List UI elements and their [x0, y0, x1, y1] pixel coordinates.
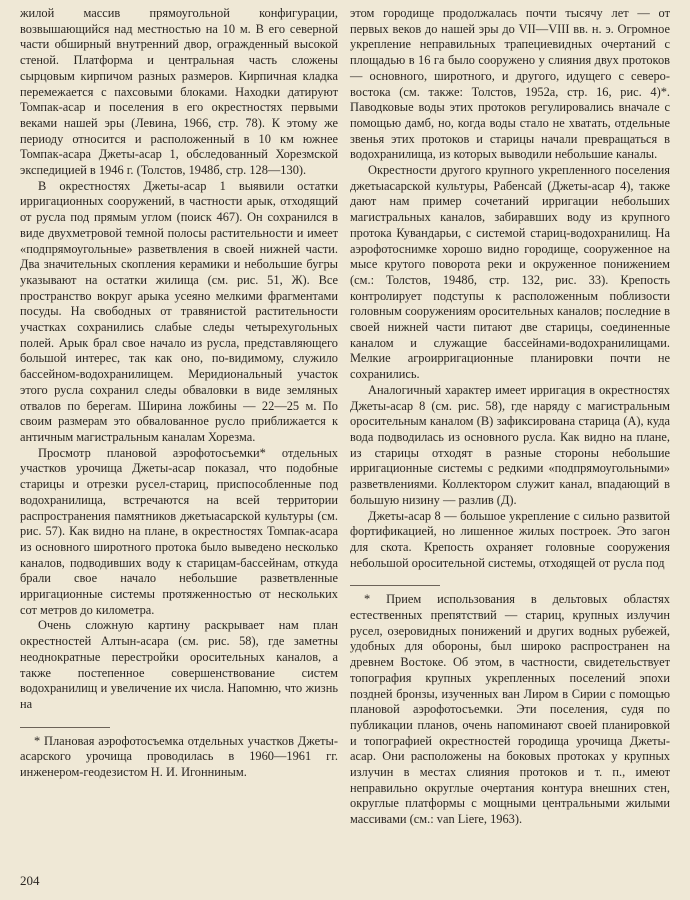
footnote-divider: [20, 727, 110, 728]
paragraph: Очень сложную картину раскрывает нам план окрестностей Алтын-асара (см. рис. 58), где заметны неоднократные перестройки оросительных каналов, а также постепенное совершенствование систем водохранилищ и увеличение их числа. Напомню, что жизнь на: [20, 618, 338, 711]
footnote: * Прием использования в дельтовых областях естественных препятствий — стариц, крупных излучин русел, озеровидных понижений и других водных рубежей, удобных для обороны, был широко распространен на древнем Востоке. Об этом, в частности, свидетельствует топография крупных укрепленных поселений эпохи поздней бронзы, изученных ван Лиром в Сирии с помощью плановой аэрофотосъемки. Эти поселения, судя по публикации планов, очень напоминают своей планировкой и топографией окрестностей городища урочища Джеты-асар. Они расположены на боковых протоках у крупных излучин в местах слияния протоков и т. п., имеют неправильно округлые очертания контура внешних стен, округлые платформы с мощными центральными жилыми массивами (см.: van Liere, 1963).: [350, 592, 670, 827]
paragraph: В окрестностях Джеты-асар 1 выявили остатки ирригационных сооружений, в частности арык, отходящий от русла под прямым углом (поиск 467). Он сохранился в виде двухметровой темной полосы растительности и имеет «подпрямоугольные» разветвления в своей нижней части. Два значительных скопления керамики и небольшие бугры указывают на остатки жилища (см. рис. 51, Ж). Все пространство вокруг арыка усеяно мелкими фрагментами посуды. На свободных от травянистой растительности участках сохранились слабые следы четырехугольных полей. Арык брал свое начало из русла, представляющего большой интерес, так как оно, по-видимому, служило бассейном-водохранилищем. Меридиональный участок этого русла сохранил следы обваловки в виде земляных отвалов по берегам. Ширина ложбины — 22—25 м. По своим размерам это обвалованное русло приближается к античным магистральным каналам Хорезма.: [20, 178, 338, 444]
right-column: [350, 6, 670, 828]
paragraph: этом городище продолжалась почти тысячу лет — от первых веков до нашей эры до VII—VIII вв. н. э. Огромное укрепление неправильных трапециевидных очертаний с площадью в 16 га было сооружено у слияния двух протоков — основного, широтного, и другого, идущего с северо-востока (см. также: Толстов, 1952а, стр. 16, рис. 4)*. Паводковые воды этих протоков регулировались вначале с помощью дамб, но, когда воды стало не хватать, отдельные звенья этих протоков и старицы начали превращаться в водохранилища, из которых выводили небольшие каналы.: [350, 6, 670, 162]
footnote-divider: [350, 585, 440, 586]
paragraph: Аналогичный характер имеет ирригация в окрестностях Джеты-асар 8 (см. рис. 58), где наряду с магистральным оросительным каналом (В) зафиксирована старица (А), куда вода подводилась из основного русла. Как видно на плане, из старицы отходят в разные стороны небольшие ирригационные системы с редкими «подпрямоугольными» разветвлениями. Коллектором служит канал, впадающий в большую низину — разлив (Д).: [350, 382, 670, 507]
left-column: [20, 6, 338, 781]
paragraph: Просмотр плановой аэрофотосъемки* отдельных участков урочища Джеты-асар показал, что подобные старицы и отрезки русел-стариц, приспособленные под водохранилища, встречаются на всей территории распространения памятников джетыасарской культуры (см. рис. 57). Как видно на плане, в окрестностях Томпак-асара из основного широтного протока было выведено несколько каналов, подводивших воду к старицам-бассейнам, откуда брали свое начало небольшие разветвленные ирригационные системы протяженностью от нескольких сот метров до километра.: [20, 445, 338, 617]
paragraph: жилой массив прямоугольной конфигурации, возвышающийся над местностью на 10 м. В его северной части обширный внутренний двор, огражденный высокой стеной. Платформа и центральная часть сложены сырцовым кирпичом разных размеров. Кирпичная кладка перемежается с пахсовыми блоками. Находки датируют Томпак-асар и поселения в его окрестностях первыми веками нашей эры (Левина, 1966, стр. 78). К этому же периоду относится и расположенный в 10 км южнее Томпак-асара Джеты-асар 1, обследованный Хорезмской экспедицией в 1946 г. (Толстов, 1948б, стр. 128—130).: [20, 6, 338, 178]
paragraph: Окрестности другого крупного укрепленного поселения джетыасарской культуры, Рабенсай (Джеты-асар 4), также дают нам пример сочетаний ирригации небольших магистральных каналов, забиравших воду из крупного протока Кувандарьи, с системой стариц-водохранилищ. На аэрофотоснимке хорошо видно городище, сооруженное на мысе крутого поворота реки и окруженное понижением (см.: Толстов, 1948б, стр. 132, рис. 33). Крепость контролирует подступы к расположенным поблизости головным сооружениям оросительных каналов; последние в своей нижней части питают две старицы, соединенные каналом и служащие бассейнами-водохранилищами. Мелкие агроирригационные планировки почти не сохранились.: [350, 163, 670, 382]
page-number: 204: [20, 873, 40, 888]
footnote: * Плановая аэрофотосъемка отдельных участков Джеты-асарского урочища проводилась в 1960—1961 гг. инженером-геодезистом Н. И. Игонниным.: [20, 733, 338, 780]
paragraph: Джеты-асар 8 — большое укрепление с сильно развитой фортификацией, но лишенное жилых построек. Это загон для скота. Крепость охраняет головные сооружения небольшой оросительной системы, отходящей от русла под: [350, 508, 670, 570]
